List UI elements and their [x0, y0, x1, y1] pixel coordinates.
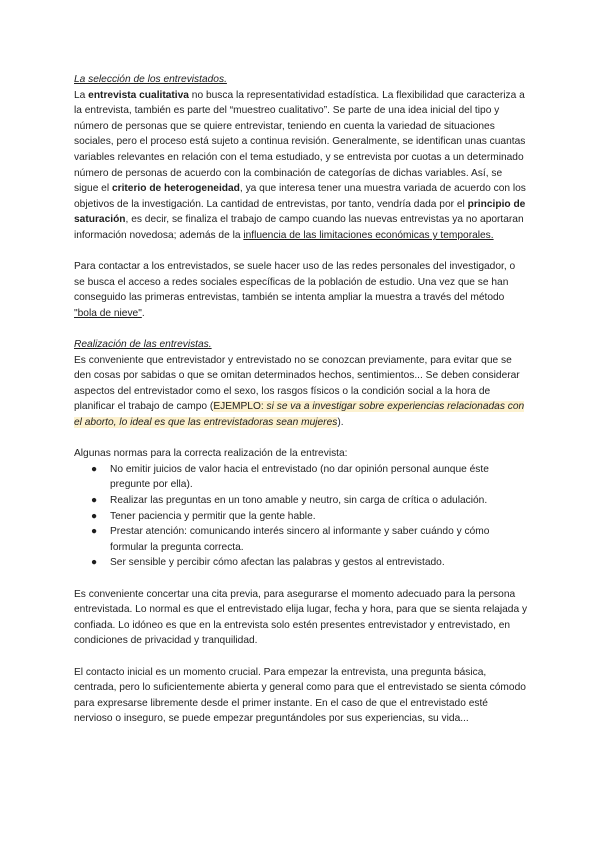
list-item — [74, 524, 528, 555]
paragraph-spacer — [74, 571, 528, 587]
list-item — [74, 555, 528, 571]
list-item-text: Realizar las preguntas en un tono amable y neutro, sin carga de crítica o adulación. — [110, 495, 488, 507]
document-page — [74, 72, 528, 727]
bullet-icon: ● — [91, 495, 98, 507]
bullet-icon: ● — [91, 510, 98, 522]
text-run: La — [74, 89, 89, 101]
paragraph-cita-previa: Es conveniente concertar una cita previa, para asegurarse el momento adecuado para la persona entrevistada. Lo normal es que el entrevistado elija lugar, fecha y hora, para que se sienta relajada y confiada. Lo idóneo es que en la entrevista solo estén presentes entrevistador y entrevistado, en condiciones de privacidad y tranquilidad. — [74, 588, 528, 647]
underlined-limitaciones: influencia de las limitaciones económicas y temporales. — [243, 229, 494, 241]
list-item — [74, 493, 528, 509]
bullet-icon: ● — [91, 526, 98, 538]
bullet-icon: ● — [91, 463, 98, 475]
section-heading-realizacion: Realización de las entrevistas. — [74, 339, 212, 351]
list-item-text: Prestar atención: comunicando interés sincero al informante y saber cuándo y cómo formular la pregunta correcta. — [110, 526, 490, 553]
list-item — [74, 462, 528, 493]
paragraph-spacer — [74, 431, 528, 447]
list-item-text: Tener paciencia y permitir que la gente hable. — [110, 510, 316, 522]
example-text: si se va a investigar sobre experiencias relacionadas con el aborto, lo ideal es que las entrevistadoras sean mujeres — [74, 401, 525, 429]
norms-intro: Algunas normas para la correcta realización de la entrevista: — [74, 448, 348, 460]
text-run: . — [141, 307, 145, 319]
paragraph-entrevista-cualitativa — [74, 88, 528, 244]
bold-term-criterio-heterogeneidad: criterio de heterogeneidad — [111, 183, 240, 195]
text-run: , ya que interesa tener una muestra variada de acuerdo con los objetivos de la investigación. La cantidad de entrevistas, por tanto, vendría dada por el — [74, 183, 526, 210]
list-item-text: No emitir juicios de valor hacia el entrevistado (no dar opinión personal aunque éste pregunte por ella). — [110, 463, 489, 491]
underlined-bola-de-nieve: "bola de nieve" — [74, 307, 142, 319]
paragraph-contacto-inicial: El contacto inicial es un momento crucial. Para empezar la entrevista, una pregunta básica, centrada, pero lo suficientemente abierta y general como para que el entrevistado se sienta cómodo para expresarse libremente desde el primer instante. En el caso de que el entrevistado esté nervioso o inseguro, se puede empezar preguntándoles por sus experiencias, su vida... — [74, 666, 526, 725]
text-run: ). — [337, 417, 344, 429]
paragraph-spacer — [74, 244, 528, 260]
text-run: no busca la representatividad estadística. La flexibilidad que caracteriza a la entrevista, también es parte del “muestreo cualitativo”. Se parte de una idea inicial del tipo y número de personas que se quiere entrevistar, teniendo en cuenta la variedad de situaciones sociales, pero el proceso está sujeto a continua revisión. Generalmente, se identifican unas cuantas variables relevantes en relación con el tema estudiado, y se entrevista por cuotas a un determinado número de personas de acuerdo con la combinación de categorías de dichas variables. Así, se sigue el — [74, 89, 526, 195]
bold-term-principio-saturacion: principio de saturación — [74, 198, 526, 226]
bullet-icon: ● — [91, 557, 98, 569]
list-item-text: Ser sensible y percibir cómo afectan las palabras y gestos al entrevistado. — [110, 557, 445, 569]
bold-term-entrevista-cualitativa: entrevista cualitativa — [88, 89, 189, 101]
paragraph-contactar — [74, 259, 528, 321]
norms-list — [74, 462, 528, 571]
paragraph-conveniente — [74, 353, 528, 431]
list-item — [74, 509, 528, 525]
text-run: , es decir, se finaliza el trabajo de campo cuando las nuevas entrevistas ya no aportaran información novedosa; además de la — [74, 214, 524, 241]
text-run: Es conveniente que entrevistador y entrevistado no se conozcan previamente, para evitar que se den cosas por sabidas o que se omitan determinados hechos, sentimientos... Se deben considerar aspectos del entrevistador como el sexo, los rasgos físicos o la condición social a la hora de planificar el trabajo de campo ( — [74, 354, 520, 413]
text-run: Para contactar a los entrevistados, se suele hacer uso de las redes personales del investigador, o se busca el acceso a redes sociales específicas de la población de estudio. Una vez que se han conseguido las primeras entrevistas, también se intenta ampliar la muestra a través del método — [74, 261, 516, 304]
example-label: EJEMPLO: — [213, 401, 267, 413]
paragraph-spacer — [74, 322, 528, 338]
paragraph-spacer — [74, 649, 528, 665]
section-heading-seleccion: La selección de los entrevistados. — [74, 74, 227, 85]
